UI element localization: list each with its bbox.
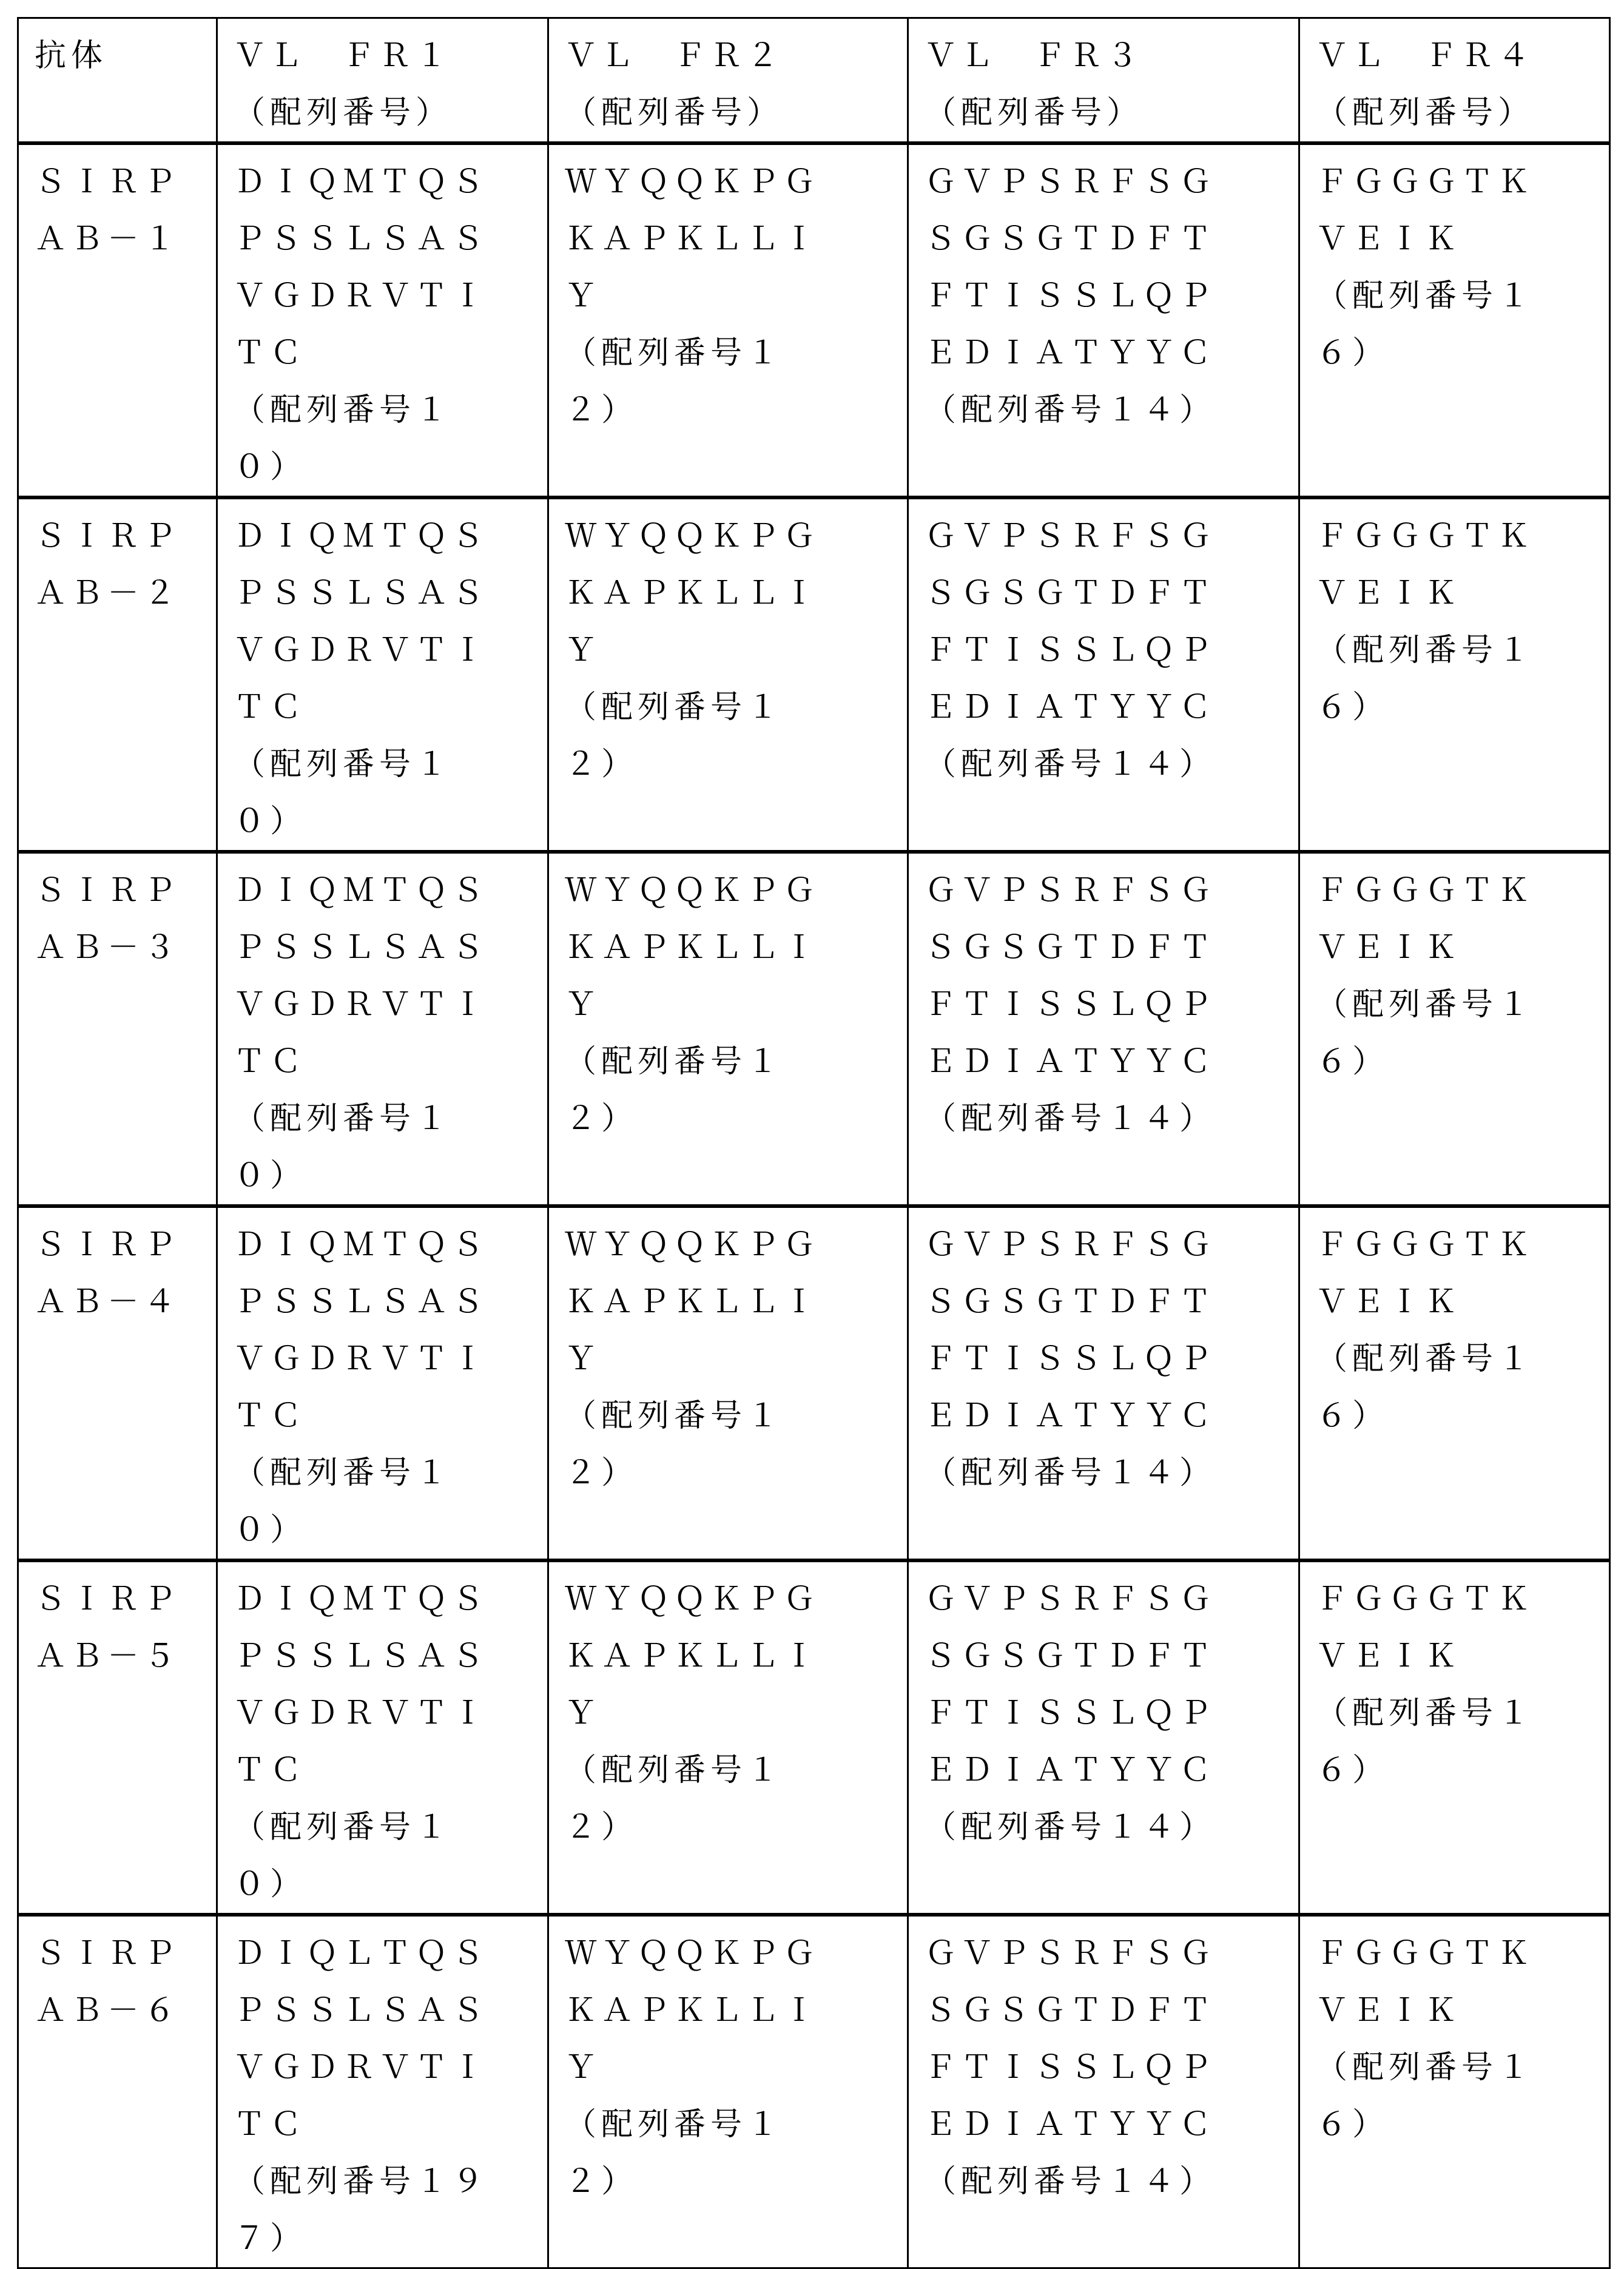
cell-vl-fr4 bbox=[1299, 1915, 1610, 2268]
cell-text-line: （配列番号） bbox=[925, 84, 1298, 141]
header-antibody bbox=[18, 18, 217, 144]
cell-text-line: （配列番号） bbox=[1316, 84, 1609, 141]
cell-antibody bbox=[18, 1206, 217, 1560]
cell-text-line: ＤＩＱＭＴＱＳ bbox=[234, 153, 547, 211]
cell-text-line: ＫＡＰＫＬＬＩ bbox=[565, 1273, 907, 1330]
cell-text-line: （配列番号１ bbox=[1316, 1330, 1609, 1387]
cell-text-line: Ｙ bbox=[565, 2039, 907, 2096]
cell-text-line: ０） bbox=[234, 793, 547, 850]
cell-text-line: ６） bbox=[1316, 679, 1609, 736]
cell-vl-fr2 bbox=[548, 497, 908, 852]
cell-text-line: ＰＳＳＬＳＡＳ bbox=[234, 211, 547, 268]
cell-vl-fr1 bbox=[217, 497, 548, 852]
table-row bbox=[18, 143, 1610, 497]
cell-text-line: ＦＧＧＧＴＫ bbox=[1316, 508, 1609, 565]
cell-text-line: ＦＧＧＧＴＫ bbox=[1316, 1925, 1609, 1982]
cell-vl-fr4 bbox=[1299, 497, 1610, 852]
cell-text-line: ＶＬ ＦＲ４ bbox=[1316, 27, 1609, 84]
cell-text-line: （配列番号１９ bbox=[234, 2153, 547, 2210]
cell-text-line: ＡＢ－６ bbox=[35, 1982, 216, 2039]
header-vl-fr3 bbox=[908, 18, 1299, 144]
cell-text-line: ２） bbox=[565, 382, 907, 439]
cell-text-line: ＳＩＲＰ bbox=[35, 1925, 216, 1982]
cell-text-line: ＤＩＱＭＴＱＳ bbox=[234, 862, 547, 919]
cell-text-line: ＶＬ ＦＲ１ bbox=[234, 27, 547, 84]
cell-text-line: （配列番号１ bbox=[565, 679, 907, 736]
cell-text-line: ６） bbox=[1316, 1742, 1609, 1799]
cell-text-line: ＦＴＩＳＳＬＱＰ bbox=[925, 622, 1298, 679]
table-row bbox=[18, 852, 1610, 1206]
cell-text-line: ０） bbox=[234, 1856, 547, 1913]
cell-text-line: ６） bbox=[1316, 325, 1609, 382]
table-row bbox=[18, 1206, 1610, 1560]
cell-text-line: ＥＤＩＡＴＹＹＣ bbox=[925, 679, 1298, 736]
cell-text-line: （配列番号１ bbox=[1316, 976, 1609, 1033]
cell-text-line: ＶＧＤＲＶＴＩ bbox=[234, 976, 547, 1033]
cell-text-line: ＦＧＧＧＴＫ bbox=[1316, 1216, 1609, 1273]
cell-text-line: （配列番号１ bbox=[234, 1090, 547, 1147]
cell-text-line: ＡＢ－１ bbox=[35, 211, 216, 268]
cell-text-line: （配列番号１ bbox=[565, 1387, 907, 1445]
cell-text-line: ＷＹＱＱＫＰＧ bbox=[565, 1925, 907, 1982]
cell-text-line: ＰＳＳＬＳＡＳ bbox=[234, 919, 547, 976]
cell-vl-fr1 bbox=[217, 1560, 548, 1915]
cell-text-line: ＳＩＲＰ bbox=[35, 508, 216, 565]
cell-text-line: ＤＩＱＭＴＱＳ bbox=[234, 1216, 547, 1273]
cell-text-line: ６） bbox=[1316, 2096, 1609, 2153]
cell-text-line: ０） bbox=[234, 439, 547, 496]
cell-text-line: ＤＩＱＬＴＱＳ bbox=[234, 1925, 547, 1982]
cell-text-line: （配列番号１ bbox=[565, 1742, 907, 1799]
cell-text-line: ＴＣ bbox=[234, 325, 547, 382]
cell-text-line: ＦＴＩＳＳＬＱＰ bbox=[925, 1330, 1298, 1387]
cell-text-line: （配列番号１ bbox=[234, 1445, 547, 1502]
cell-text-line: ２） bbox=[565, 736, 907, 793]
cell-text-line: （配列番号１ bbox=[1316, 268, 1609, 325]
cell-text-line: ＥＤＩＡＴＹＹＣ bbox=[925, 1742, 1298, 1799]
cell-text-line: （配列番号１４） bbox=[925, 1799, 1298, 1856]
cell-text-line: Ｙ bbox=[565, 1685, 907, 1742]
cell-text-line: ＳＧＳＧＴＤＦＴ bbox=[925, 565, 1298, 622]
table-row bbox=[18, 1560, 1610, 1915]
vl-framework-sequence-table bbox=[17, 17, 1611, 2269]
cell-text-line: ＳＩＲＰ bbox=[35, 1571, 216, 1628]
cell-text-line: （配列番号１ bbox=[234, 1799, 547, 1856]
header-vl-fr1 bbox=[217, 18, 548, 144]
cell-text-line: ＳＧＳＧＴＤＦＴ bbox=[925, 1982, 1298, 2039]
cell-text-line: ＦＧＧＧＴＫ bbox=[1316, 862, 1609, 919]
header-vl-fr4 bbox=[1299, 18, 1610, 144]
cell-text-line: ＦＧＧＧＴＫ bbox=[1316, 1571, 1609, 1628]
cell-text-line: ＧＶＰＳＲＦＳＧ bbox=[925, 1571, 1298, 1628]
cell-text-line: ＶＧＤＲＶＴＩ bbox=[234, 622, 547, 679]
cell-antibody bbox=[18, 143, 217, 497]
cell-text-line: ２） bbox=[565, 1090, 907, 1147]
cell-vl-fr1 bbox=[217, 1206, 548, 1560]
cell-text-line: ＴＣ bbox=[234, 1033, 547, 1090]
cell-text-line: Ｙ bbox=[565, 268, 907, 325]
cell-text-line: ＳＧＳＧＴＤＦＴ bbox=[925, 1628, 1298, 1685]
cell-text-line: ＷＹＱＱＫＰＧ bbox=[565, 153, 907, 211]
cell-text-line: ＶＥＩＫ bbox=[1316, 211, 1609, 268]
cell-vl-fr3 bbox=[908, 1560, 1299, 1915]
cell-text-line: （配列番号１ bbox=[234, 382, 547, 439]
cell-text-line: ＳＩＲＰ bbox=[35, 862, 216, 919]
cell-antibody bbox=[18, 1915, 217, 2268]
cell-text-line: ＦＴＩＳＳＬＱＰ bbox=[925, 2039, 1298, 2096]
cell-text-line: （配列番号１ bbox=[1316, 2039, 1609, 2096]
cell-text-line: ＷＹＱＱＫＰＧ bbox=[565, 1571, 907, 1628]
cell-antibody bbox=[18, 1560, 217, 1915]
cell-text-line: ＡＢ－３ bbox=[35, 919, 216, 976]
cell-vl-fr3 bbox=[908, 497, 1299, 852]
cell-text-line: ＰＳＳＬＳＡＳ bbox=[234, 1628, 547, 1685]
cell-text-line: ＦＴＩＳＳＬＱＰ bbox=[925, 1685, 1298, 1742]
cell-vl-fr2 bbox=[548, 143, 908, 497]
cell-text-line: ＤＩＱＭＴＱＳ bbox=[234, 1571, 547, 1628]
cell-text-line: ＦＴＩＳＳＬＱＰ bbox=[925, 976, 1298, 1033]
cell-vl-fr4 bbox=[1299, 1206, 1610, 1560]
cell-antibody bbox=[18, 852, 217, 1206]
cell-text-line: ＫＡＰＫＬＬＩ bbox=[565, 565, 907, 622]
cell-text-line: ＴＣ bbox=[234, 1387, 547, 1445]
cell-text-line: ＧＶＰＳＲＦＳＧ bbox=[925, 508, 1298, 565]
table-body bbox=[18, 18, 1610, 2268]
cell-text-line: ＳＧＳＧＴＤＦＴ bbox=[925, 1273, 1298, 1330]
cell-text-line: ＰＳＳＬＳＡＳ bbox=[234, 1982, 547, 2039]
cell-vl-fr3 bbox=[908, 143, 1299, 497]
cell-text-line: Ｙ bbox=[565, 622, 907, 679]
cell-text-line: （配列番号１４） bbox=[925, 1090, 1298, 1147]
cell-vl-fr2 bbox=[548, 1560, 908, 1915]
cell-text-line: ＷＹＱＱＫＰＧ bbox=[565, 508, 907, 565]
cell-text-line: （配列番号１ bbox=[1316, 1685, 1609, 1742]
cell-text-line: Ｙ bbox=[565, 976, 907, 1033]
cell-text-line: ６） bbox=[1316, 1033, 1609, 1090]
cell-text-line: ０） bbox=[234, 1502, 547, 1559]
cell-text-line: ＳＩＲＰ bbox=[35, 1216, 216, 1273]
cell-text-line: ＥＤＩＡＴＹＹＣ bbox=[925, 1387, 1298, 1445]
cell-text-line: Ｙ bbox=[565, 1330, 907, 1387]
cell-text-line: ＡＢ－２ bbox=[35, 565, 216, 622]
cell-text-line: ＶＧＤＲＶＴＩ bbox=[234, 2039, 547, 2096]
header-vl-fr2 bbox=[548, 18, 908, 144]
cell-text-line: ＶＥＩＫ bbox=[1316, 565, 1609, 622]
cell-vl-fr3 bbox=[908, 1915, 1299, 2268]
cell-text-line: （配列番号１４） bbox=[925, 736, 1298, 793]
cell-text-line: ＧＶＰＳＲＦＳＧ bbox=[925, 1925, 1298, 1982]
cell-text-line: ＫＡＰＫＬＬＩ bbox=[565, 1628, 907, 1685]
cell-vl-fr2 bbox=[548, 1206, 908, 1560]
cell-text-line: （配列番号１ bbox=[565, 1033, 907, 1090]
table-row bbox=[18, 1915, 1610, 2268]
cell-text-line: ０） bbox=[234, 1147, 547, 1204]
cell-text-line: ２） bbox=[565, 1799, 907, 1856]
cell-text-line: ＥＤＩＡＴＹＹＣ bbox=[925, 325, 1298, 382]
cell-text-line: （配列番号１ bbox=[565, 2096, 907, 2153]
cell-text-line: （配列番号１ bbox=[565, 325, 907, 382]
cell-text-line: ＰＳＳＬＳＡＳ bbox=[234, 1273, 547, 1330]
cell-text-line: （配列番号１ bbox=[234, 736, 547, 793]
cell-text-line: ＳＩＲＰ bbox=[35, 153, 216, 211]
cell-text-line: ＷＹＱＱＫＰＧ bbox=[565, 862, 907, 919]
cell-text-line: ２） bbox=[565, 1445, 907, 1502]
header-row bbox=[18, 18, 1610, 144]
cell-vl-fr3 bbox=[908, 852, 1299, 1206]
cell-text-line: （配列番号） bbox=[565, 84, 907, 141]
cell-vl-fr3 bbox=[908, 1206, 1299, 1560]
cell-vl-fr1 bbox=[217, 852, 548, 1206]
cell-text-line: （配列番号１４） bbox=[925, 382, 1298, 439]
cell-vl-fr2 bbox=[548, 852, 908, 1206]
cell-text-line: ＫＡＰＫＬＬＩ bbox=[565, 919, 907, 976]
cell-vl-fr1 bbox=[217, 143, 548, 497]
cell-text-line: ＶＥＩＫ bbox=[1316, 1628, 1609, 1685]
cell-text-line: ＧＶＰＳＲＦＳＧ bbox=[925, 153, 1298, 211]
cell-text-line: ＶＥＩＫ bbox=[1316, 1982, 1609, 2039]
cell-text-line: ＧＶＰＳＲＦＳＧ bbox=[925, 862, 1298, 919]
cell-text-line: ２） bbox=[565, 2153, 907, 2210]
cell-vl-fr4 bbox=[1299, 1560, 1610, 1915]
cell-vl-fr1 bbox=[217, 1915, 548, 2268]
cell-text-line: ＶＧＤＲＶＴＩ bbox=[234, 1330, 547, 1387]
cell-text-line: ＫＡＰＫＬＬＩ bbox=[565, 211, 907, 268]
cell-vl-fr4 bbox=[1299, 143, 1610, 497]
cell-text-line: ＴＣ bbox=[234, 679, 547, 736]
cell-text-line: ＥＤＩＡＴＹＹＣ bbox=[925, 2096, 1298, 2153]
cell-text-line: ＶＬ ＦＲ３ bbox=[925, 27, 1298, 84]
cell-text-line: ＳＧＳＧＴＤＦＴ bbox=[925, 211, 1298, 268]
table-row bbox=[18, 497, 1610, 852]
cell-text-line: ＧＶＰＳＲＦＳＧ bbox=[925, 1216, 1298, 1273]
cell-text-line: ＡＢ－４ bbox=[35, 1273, 216, 1330]
cell-text-line: ＶＬ ＦＲ２ bbox=[565, 27, 907, 84]
cell-vl-fr4 bbox=[1299, 852, 1610, 1206]
cell-text-line: ＳＧＳＧＴＤＦＴ bbox=[925, 919, 1298, 976]
cell-text-line: ＶＧＤＲＶＴＩ bbox=[234, 268, 547, 325]
cell-text-line: ＶＧＤＲＶＴＩ bbox=[234, 1685, 547, 1742]
cell-text-line: ＴＣ bbox=[234, 1742, 547, 1799]
cell-text-line: ＡＢ－５ bbox=[35, 1628, 216, 1685]
cell-text-line: ＰＳＳＬＳＡＳ bbox=[234, 565, 547, 622]
cell-text-line: ＴＣ bbox=[234, 2096, 547, 2153]
cell-antibody bbox=[18, 497, 217, 852]
cell-text-line: ＶＥＩＫ bbox=[1316, 1273, 1609, 1330]
cell-text-line: （配列番号１４） bbox=[925, 1445, 1298, 1502]
cell-text-line: ＥＤＩＡＴＹＹＣ bbox=[925, 1033, 1298, 1090]
cell-text-line: 抗体 bbox=[35, 27, 216, 84]
cell-text-line: ＫＡＰＫＬＬＩ bbox=[565, 1982, 907, 2039]
cell-text-line: （配列番号１ bbox=[1316, 622, 1609, 679]
cell-text-line: ＷＹＱＱＫＰＧ bbox=[565, 1216, 907, 1273]
cell-text-line: ６） bbox=[1316, 1387, 1609, 1445]
cell-text-line: ＦＴＩＳＳＬＱＰ bbox=[925, 268, 1298, 325]
cell-text-line: ＶＥＩＫ bbox=[1316, 919, 1609, 976]
cell-vl-fr2 bbox=[548, 1915, 908, 2268]
cell-text-line: ＤＩＱＭＴＱＳ bbox=[234, 508, 547, 565]
cell-text-line: ＦＧＧＧＴＫ bbox=[1316, 153, 1609, 211]
cell-text-line: （配列番号１４） bbox=[925, 2153, 1298, 2210]
cell-text-line: （配列番号） bbox=[234, 84, 547, 141]
cell-text-line: ７） bbox=[234, 2210, 547, 2267]
